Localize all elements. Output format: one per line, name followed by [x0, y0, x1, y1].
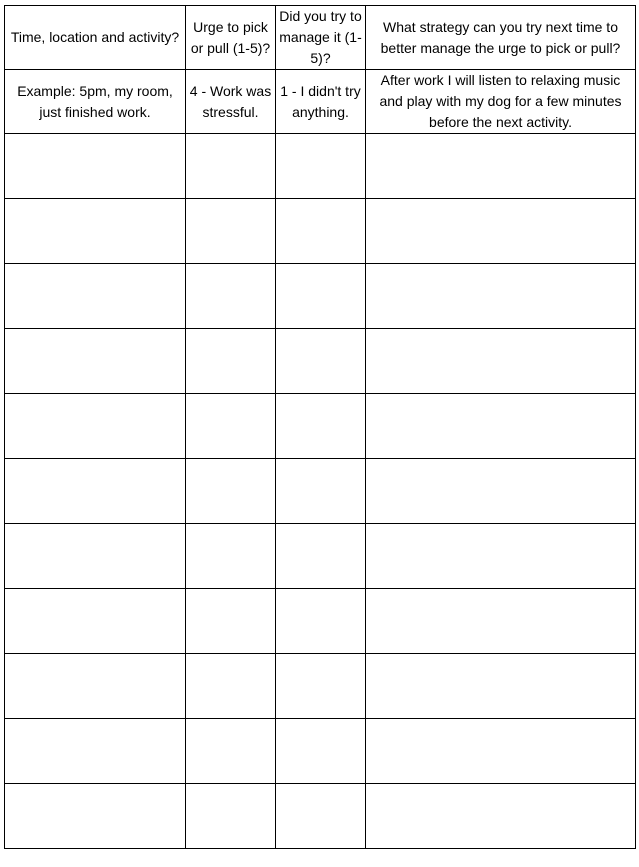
header-label: Did you try to manage it (1-5)? [279, 8, 362, 66]
blank-cell-manage-rating[interactable] [276, 459, 366, 524]
blank-cell-urge-rating[interactable] [186, 134, 276, 199]
example-cell-time-location-activity [5, 70, 186, 134]
blank-cell-manage-rating[interactable] [276, 589, 366, 654]
blank-entry-row [5, 199, 636, 264]
blank-cell-time-location-activity[interactable] [5, 589, 186, 654]
header-cell-strategy [366, 6, 636, 70]
blank-cell-strategy[interactable] [366, 654, 636, 719]
blank-cell-manage-rating[interactable] [276, 654, 366, 719]
urge-tracking-table [4, 5, 636, 849]
blank-cell-manage-rating[interactable] [276, 394, 366, 459]
header-cell-urge-rating [186, 6, 276, 70]
blank-cell-strategy[interactable] [366, 719, 636, 784]
example-text: Example: 5pm, my room, just finished work. [17, 82, 173, 120]
blank-cell-strategy[interactable] [366, 199, 636, 264]
blank-cell-urge-rating[interactable] [186, 199, 276, 264]
blank-cell-manage-rating[interactable] [276, 134, 366, 199]
header-label: What strategy can you try next time to better manage the urge to pick or pull? [380, 18, 621, 56]
example-text: 4 - Work was stressful. [189, 82, 272, 120]
blank-entry-row [5, 134, 636, 199]
blank-cell-time-location-activity[interactable] [5, 654, 186, 719]
example-cell-strategy [366, 70, 636, 134]
blank-cell-manage-rating[interactable] [276, 719, 366, 784]
example-text: After work I will listen to relaxing music and play with my dog for a few minutes before the next activity. [379, 72, 622, 130]
blank-cell-time-location-activity[interactable] [5, 199, 186, 264]
blank-cell-urge-rating[interactable] [186, 459, 276, 524]
header-row [5, 6, 636, 70]
blank-cell-time-location-activity[interactable] [5, 524, 186, 589]
header-label: Time, location and activity? [10, 29, 180, 45]
blank-cell-time-location-activity[interactable] [5, 719, 186, 784]
blank-cell-urge-rating[interactable] [186, 524, 276, 589]
blank-cell-strategy[interactable] [366, 329, 636, 394]
blank-cell-urge-rating[interactable] [186, 719, 276, 784]
blank-entry-row [5, 459, 636, 524]
blank-cell-time-location-activity[interactable] [5, 459, 186, 524]
header-cell-manage-rating [276, 6, 366, 70]
blank-cell-manage-rating[interactable] [276, 524, 366, 589]
blank-entry-row [5, 264, 636, 329]
blank-cell-urge-rating[interactable] [186, 784, 276, 849]
blank-cell-time-location-activity[interactable] [5, 329, 186, 394]
blank-cell-urge-rating[interactable] [186, 394, 276, 459]
blank-entry-row [5, 784, 636, 849]
header-cell-time-location-activity [5, 6, 186, 70]
example-text: 1 - I didn't try anything. [280, 82, 361, 120]
blank-entry-row [5, 654, 636, 719]
header-label: Urge to pick or pull (1-5)? [190, 18, 271, 56]
example-cell-urge-rating [186, 70, 276, 134]
blank-cell-urge-rating[interactable] [186, 329, 276, 394]
example-row [5, 70, 636, 134]
blank-cell-strategy[interactable] [366, 264, 636, 329]
blank-cell-time-location-activity[interactable] [5, 784, 186, 849]
blank-cell-time-location-activity[interactable] [5, 264, 186, 329]
blank-cell-manage-rating[interactable] [276, 784, 366, 849]
blank-entry-row [5, 524, 636, 589]
example-cell-manage-rating [276, 70, 366, 134]
blank-entry-row [5, 719, 636, 784]
blank-cell-urge-rating[interactable] [186, 264, 276, 329]
blank-cell-manage-rating[interactable] [276, 199, 366, 264]
blank-cell-urge-rating[interactable] [186, 654, 276, 719]
blank-entry-row [5, 589, 636, 654]
blank-cell-manage-rating[interactable] [276, 264, 366, 329]
blank-cell-time-location-activity[interactable] [5, 134, 186, 199]
blank-cell-manage-rating[interactable] [276, 329, 366, 394]
blank-cell-strategy[interactable] [366, 784, 636, 849]
blank-cell-strategy[interactable] [366, 134, 636, 199]
blank-cell-strategy[interactable] [366, 459, 636, 524]
blank-entry-row [5, 329, 636, 394]
blank-cell-strategy[interactable] [366, 394, 636, 459]
blank-cell-urge-rating[interactable] [186, 589, 276, 654]
blank-cell-strategy[interactable] [366, 589, 636, 654]
blank-cell-strategy[interactable] [366, 524, 636, 589]
blank-entry-row [5, 394, 636, 459]
blank-cell-time-location-activity[interactable] [5, 394, 186, 459]
